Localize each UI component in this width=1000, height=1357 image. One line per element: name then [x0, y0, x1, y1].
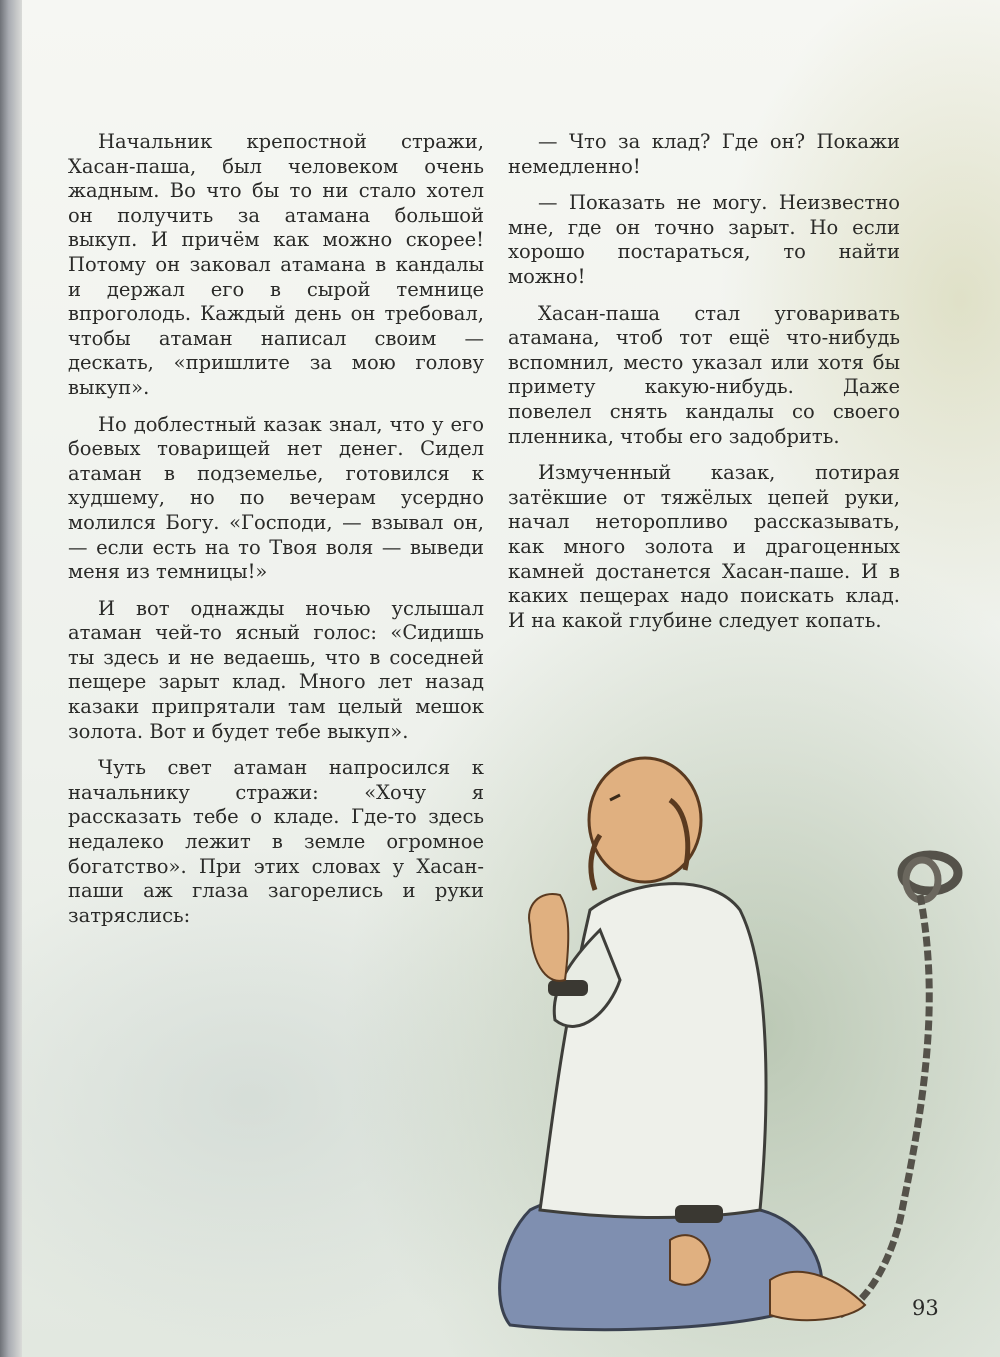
chained-cossack-illustration: [470, 740, 990, 1340]
paragraph: Но доблестный казак знал, что у его боевых товарищей нет денег. Сидел атаман в подземелье, готовился к худшему, но по вечерам усердно молился Богу. «Господи, — взывал он, — если есть на то Твоя воля — выведи меня из темницы!»: [68, 412, 484, 584]
paragraph: — Что за клад? Где он? Покажи немедленно!: [508, 130, 900, 178]
chain: [840, 895, 929, 1315]
text-column-right: [508, 130, 900, 645]
raised-hand: [529, 894, 568, 981]
shirt: [540, 884, 766, 1218]
page-number: 93: [912, 1296, 939, 1320]
paragraph: — Показать не могу. Неизвестно мне, где он точно зарыт. Но если хорошо постараться, то найти можно!: [508, 191, 900, 288]
foot: [770, 1272, 865, 1320]
paragraph: Измученный казак, потирая затёкшие от тяжёлых цепей руки, начал неторопливо рассказывать, как много золота и драгоценных камней достанется Хасан-паше. И в каких пещерах надо поискать клад. И на какой глубине следует копать.: [508, 461, 900, 632]
ankle-shackle: [675, 1205, 723, 1223]
book-spine: [0, 0, 22, 1357]
paragraph: И вот однажды ночью услышал атаман чей-то ясный голос: «Сидишь ты здесь и не ведаешь, что в соседней пещере зарыт клад. Много лет назад казаки припрятали там целый мешок золота. Вот и будет тебе выкуп».: [68, 596, 484, 743]
wrist-shackle: [548, 980, 588, 996]
paragraph: Чуть свет атаман напросился к начальнику стражи: «Хочу я рассказать тебе о кладе. Где-то здесь недалеко лежит в земле огромное богатство». При этих словах у Хасан-паши аж глаза загорелись и руки затряслись:: [68, 756, 484, 927]
head: [589, 758, 701, 890]
paragraph: Начальник крепостной стражи, Хасан-паша, был человеком очень жадным. Во что бы то ни стало хотел он получить за атамана большой выкуп. И причём как можно скорее! Потому он заковал атамана в кандалы и держал его в сырой темнице впроголодь. Каждый день он требовал, чтобы атаман написал своим — дескать, «пришлите за мою голову выкуп».: [68, 130, 484, 399]
wall-ring: [902, 855, 958, 900]
paragraph: Хасан-паша стал уговаривать атамана, чтоб тот ещё что-нибудь вспомнил, место указал или хотя бы примету какую-нибудь. Даже повелел снять кандалы со своего пленника, чтобы его задобрить.: [508, 301, 900, 448]
text-column-left: [68, 130, 484, 940]
